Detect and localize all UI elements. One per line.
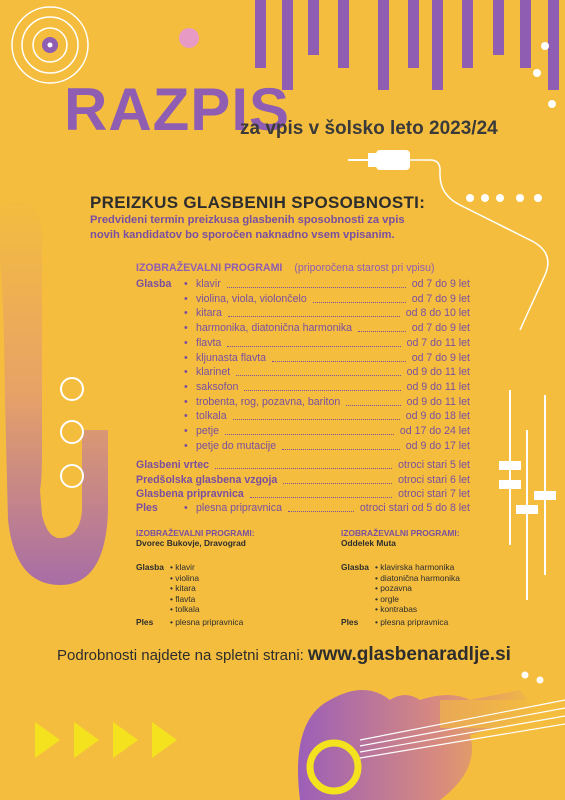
list-item: • pozavna	[375, 583, 460, 594]
dot-leader	[236, 366, 401, 376]
page-subtitle: za vpis v šolsko leto 2023/24	[240, 118, 498, 139]
other-program-row	[136, 488, 470, 502]
dot-leader	[272, 352, 406, 362]
program-age: od 9 do 17 let	[405, 439, 470, 452]
branch-left	[136, 528, 254, 627]
bullet: •	[184, 425, 188, 437]
guitar-icon	[298, 672, 565, 800]
glasba-program-row	[136, 322, 470, 336]
glasba-program-row	[136, 440, 470, 454]
pink-dot	[179, 28, 199, 48]
exam-note	[90, 213, 430, 243]
exam-heading: PREIZKUS GLASBENIH SPOSOBNOSTI:	[90, 193, 426, 212]
programs-heading-text: IZOBRAŽEVALNI PROGRAMI	[136, 262, 283, 274]
dot-leader	[282, 440, 400, 450]
program-age: od 9 do 11 let	[406, 380, 470, 393]
dot-leader	[346, 396, 401, 406]
dot-leader	[250, 488, 392, 498]
branch-left-glasba-list	[170, 562, 199, 615]
branch-left-ples-list	[170, 617, 243, 628]
program-name: violina, viola, violončelo	[196, 292, 307, 305]
glasba-program-row	[136, 396, 470, 410]
exam-note-line: Predvideni termin preizkusa glasbenih sposobnosti za vpis	[90, 214, 405, 226]
footer	[57, 644, 511, 666]
glasba-program-row	[136, 293, 470, 307]
program-age: od 7 do 9 let	[411, 351, 470, 364]
saxophone-icon	[0, 200, 108, 585]
program-name: trobenta, rog, pozavna, bariton	[196, 395, 341, 408]
dot-leader	[313, 293, 406, 303]
program-age: od 9 do 18 let	[405, 410, 470, 423]
list-item: • klavirska harmonika	[375, 562, 460, 573]
ples-program-age: otroci stari od 5 do 8 let	[359, 502, 470, 514]
bullet: •	[184, 336, 188, 349]
program-age: od 17 do 24 let	[399, 425, 470, 437]
bullet: •	[184, 351, 188, 364]
ples-program-row	[136, 502, 470, 516]
dot-leader	[227, 278, 406, 288]
dot-leader	[358, 322, 406, 332]
list-item: • orgle	[375, 594, 460, 605]
list-item: • tolkala	[170, 604, 199, 615]
list-item: • diatonična harmonika	[375, 573, 460, 584]
glasba-program-row	[136, 278, 470, 292]
branch-right-ples-label: Ples	[341, 616, 359, 627]
glasba-program-row	[136, 352, 470, 366]
branch-left-ples-label: Ples	[136, 616, 154, 627]
branch-left-heading: IZOBRAŽEVALNI PROGRAMI:	[136, 528, 255, 538]
branch-right-glasba	[341, 562, 460, 615]
website-link[interactable]: www.glasbenaradlje.si	[307, 644, 511, 665]
program-name: tolkala	[196, 410, 227, 423]
bullet: •	[184, 410, 188, 423]
list-item: • plesna pripravnica	[170, 617, 243, 628]
program-age: otroci stari 6 let	[398, 473, 470, 486]
list-item: • violina	[170, 573, 199, 584]
bullet: •	[184, 292, 188, 305]
glasba-label: Glasba	[136, 278, 172, 290]
vinyl-record-icon	[12, 7, 88, 83]
dot-leader	[233, 410, 400, 420]
dot-leader	[244, 381, 401, 391]
program-age: od 9 do 11 let	[406, 366, 470, 379]
dot-leader	[225, 425, 394, 435]
decor-dots	[466, 194, 542, 202]
branch-right-ples	[341, 617, 460, 628]
program-name: Glasbena pripravnica	[136, 488, 244, 501]
bullet: •	[184, 439, 188, 452]
dot-leader	[288, 502, 354, 512]
dot-leader	[283, 474, 392, 484]
list-item: • kitara	[170, 583, 199, 594]
program-age: od 7 do 9 let	[411, 278, 470, 290]
page-title: RAZPIS	[64, 76, 291, 143]
play-triangles-icon	[35, 722, 177, 758]
bullet: •	[184, 395, 188, 408]
dot-leader	[215, 459, 392, 469]
program-age: od 7 do 9 let	[411, 322, 470, 335]
exam-note-line: novih kandidatov bo sporočen naknadno vsem vpisanim.	[90, 229, 395, 241]
branch-right-ples-list	[375, 617, 448, 628]
bullet: •	[184, 322, 188, 335]
program-age: otroci stari 5 let	[398, 459, 470, 471]
branch-right-glasba-list	[375, 562, 460, 615]
dot-leader	[227, 337, 401, 347]
bullet: •	[184, 380, 188, 393]
list-item: • flavta	[170, 594, 199, 605]
branch-left-ples	[136, 617, 254, 628]
programs-heading	[136, 262, 435, 274]
list-item: • klavir	[170, 562, 199, 573]
glasba-program-row	[136, 366, 470, 380]
program-name: petje	[196, 425, 219, 437]
program-name: harmonika, diatonična harmonika	[196, 322, 353, 335]
mixer-sliders-icon	[500, 390, 555, 600]
branch-right	[341, 528, 460, 627]
program-name: flavta	[196, 336, 222, 349]
piano-keys-icon	[255, 0, 559, 90]
other-program-row	[136, 474, 470, 488]
list-item: • plesna pripravnica	[375, 617, 448, 628]
glasba-program-row	[136, 307, 470, 321]
glasba-program-row	[136, 337, 470, 351]
bullet: •	[184, 502, 188, 514]
program-name: klavir	[196, 278, 221, 290]
program-age: od 9 do 11 let	[406, 395, 470, 408]
program-age: od 7 do 11 let	[406, 336, 470, 349]
list-item: • kontrabas	[375, 604, 460, 615]
programs-age-hint: (priporočena starost pri vpisu)	[294, 262, 435, 274]
program-age: od 7 do 9 let	[411, 292, 470, 305]
program-name: kljunasta flavta	[196, 351, 267, 364]
program-name: petje do mutacije	[196, 439, 277, 452]
branch-right-glasba-label: Glasba	[341, 562, 369, 572]
footer-text: Podrobnosti najdete na spletni strani:	[57, 647, 304, 664]
bullet: •	[184, 278, 188, 290]
dot-leader	[228, 307, 400, 317]
glasba-program-row	[136, 381, 470, 395]
ples-label: Ples	[136, 502, 158, 514]
branch-right-heading: IZOBRAŽEVALNI PROGRAMI:	[341, 528, 460, 538]
glasba-program-row	[136, 425, 470, 439]
program-name: Predšolska glasbena vzgoja	[136, 473, 278, 486]
branch-left-glasba-label: Glasba	[136, 562, 164, 572]
bullet: •	[184, 307, 188, 320]
branch-left-glasba	[136, 562, 254, 615]
glasba-program-row	[136, 410, 470, 424]
other-program-row	[136, 459, 470, 473]
program-name: Glasbeni vrtec	[136, 459, 210, 471]
program-name: saksofon	[196, 380, 239, 393]
program-name: kitara	[196, 307, 222, 320]
branch-left-location: Dvorec Bukovje, Dravograd	[136, 538, 246, 548]
program-age: otroci stari 7 let	[398, 488, 470, 501]
ples-program-name: plesna pripravnica	[196, 502, 282, 514]
branch-right-location: Oddelek Muta	[341, 538, 396, 548]
program-age: od 8 do 10 let	[405, 307, 470, 320]
program-name: klarinet	[196, 366, 231, 379]
bullet: •	[184, 366, 188, 379]
